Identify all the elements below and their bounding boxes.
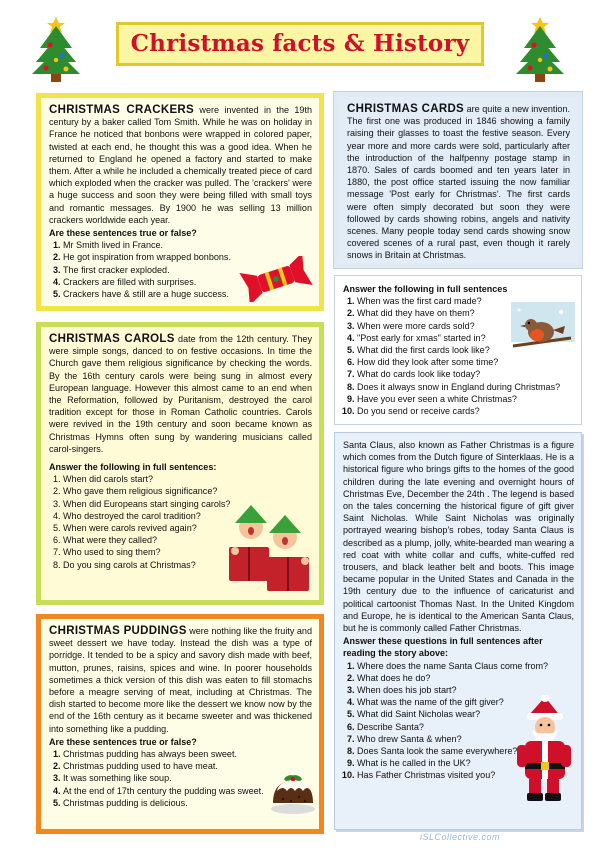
- cards-heading: CHRISTMAS CARDS: [347, 103, 465, 115]
- footer-watermark: iSLCollective.com: [420, 832, 501, 842]
- christmas-tree-left-icon: [28, 14, 84, 84]
- list-item: 4. Who destroyed the carol tradition?: [63, 510, 312, 522]
- list-item: 3. When did Europeans start singing carols?: [63, 498, 312, 510]
- list-item: 5. Christmas pudding is delicious.: [63, 797, 312, 809]
- crackers-text: were invented in the 19th century by a baker called Tom Smith. While he was on holiday in France he noticed that bonbons were wrapped in colored paper, twisted at each end, he thought this was a good idea. When he returned to England he opened a factory and started to make them. After a while he included a chemically treated piece of card which exploded when the cracker was pulled. The 'crackers' were a huge success and soon they were being filled with small toys and romantic messages. By 1900 he was selling 13 million crackers worldwide each year.: [49, 105, 312, 225]
- santa-claus-image: [515, 695, 573, 805]
- list-item: 9. What is he called in the UK?: [357, 757, 574, 769]
- carols-heading: CHRISTMAS CAROLS: [49, 333, 175, 345]
- santa-panel: [334, 432, 582, 830]
- title-banner: [116, 22, 484, 66]
- carols-panel: [36, 322, 324, 605]
- cards-questions-panel: [334, 275, 582, 425]
- list-item: 1. Mr Smith lived in France.: [63, 239, 312, 251]
- cards-question-title: Answer the following in full sentences: [343, 284, 508, 294]
- crackers-heading: CHRISTMAS CRACKERS: [49, 104, 195, 116]
- carols-question-title: Answer the following in full sentences:: [49, 462, 217, 473]
- list-item: 8. Do you sing carols at Christmas?: [63, 559, 312, 571]
- puddings-heading: CHRISTMAS PUDDINGS: [49, 625, 187, 637]
- list-item: 7. Who used to sing them?: [63, 546, 312, 558]
- list-item: 4. Crackers are filled with surprises.: [63, 276, 312, 288]
- list-item: 2. Christmas pudding used to have meat.: [63, 760, 312, 772]
- list-item: 7. Who drew Santa & when?: [357, 733, 574, 745]
- santa-question-title: Answer these questions in full sentences after reading the story above:: [343, 636, 543, 659]
- cards-paragraph: [347, 103, 570, 262]
- carols-text: date from the 12th century. They were simple songs, danced to on festive occasions. In time the Church gave them religious significance by checking the words. By the 16th century carols were being sung in almost every European language. However this almost came to an end when the Reformation, followed by Puritanism, destroyed the carol tradition except for those in Roman Catholic countries. Carols were revived in the 19th century and soon became known as Christmas Hymns often sung by wandering musicians called carol-singers.: [49, 334, 312, 454]
- list-item: 4. At the end of 17th century the pudding was sweet.: [63, 785, 312, 797]
- cracker-image: [237, 256, 315, 302]
- list-item: 6. What were they called?: [63, 534, 312, 546]
- list-item: 5. When were carols revived again?: [63, 522, 312, 534]
- puddings-paragraph: [49, 625, 312, 735]
- list-item: 6. Describe Santa?: [357, 721, 574, 733]
- list-item: 7. What do cards look like today?: [357, 368, 574, 380]
- crackers-paragraph: [49, 104, 312, 226]
- robin-card-image: [511, 302, 575, 364]
- list-item: 5. What did Saint Nicholas wear?: [357, 708, 574, 720]
- list-item: 10. Has Father Christmas visited you?: [357, 769, 574, 781]
- carol-singers-image: [221, 505, 315, 595]
- list-item: 3. The first cracker exploded.: [63, 264, 312, 276]
- crackers-question-title: Are these sentences true or false?: [49, 228, 197, 239]
- puddings-panel: [36, 614, 324, 834]
- santa-text: Santa Claus, also known as Father Christmas is a figure which comes from the Dutch figure of Sinterklaas. He is a historical figure who brings gifts to the homes of the good children during the late evening and overnight hours of Christmas Eve, December the 24th . The legend is based on the tales concerning the historical figure of gift giver Saint Nicholas. While Saint Nicholas was originally portrayed wearing bishop's robes, today Santa Claus is described as a plump, jolly, white-bearded man wearing a red coat with white collar and cuffs, white-cuffed red trousers, and black leather belt and boots. This image became popular in the United States and Canada in the 19th century due to the influence of caricaturist and political cartoonist Thomas Nast. In the United Kingdom and Europe, he is identical to the American Santa Claus, but he is commonly called Father Christmas.: [343, 440, 574, 634]
- list-item: 4. What was the name of the gift giver?: [357, 696, 574, 708]
- list-item: 2. What did they have on them?: [357, 307, 574, 319]
- puddings-question-title: Are these sentences true or false?: [49, 736, 197, 747]
- list-item: 8. Does Santa look the same everywhere?: [357, 745, 574, 757]
- crackers-panel: [36, 93, 324, 311]
- list-item: 2. He got inspiration from wrapped bonbons.: [63, 251, 312, 263]
- list-item: 3. When does his job start?: [357, 684, 574, 696]
- list-item: 1. When did carols start?: [63, 473, 312, 485]
- list-item: 3. It was something like soup.: [63, 772, 312, 784]
- christmas-tree-right-icon: [512, 14, 568, 84]
- christmas-pudding-image: [269, 769, 317, 815]
- list-item: 8. Does it always snow in England during Christmas?: [357, 381, 574, 393]
- cards-text: are quite a new invention. The first one was produced in 1846 showing a family raising their glasses to toast the festive season. Every year more and more cards were sold, particularly after the introduction of the halfpenny postage stamp in 1870. Sales of cards boomed and ten years later in 1880, the post office started issuing the now familiar message 'Post early for Christmas'. The first cards were often simply decorated but soon they were followed by cards showing robins, angels and nativity scenes. Many people today send cards showing snow covered scenes of a rural past, even though it rarely snows in Britain at Christmas.: [347, 104, 570, 261]
- list-item: 1. Christmas pudding has always been sweet.: [63, 748, 312, 760]
- list-item: 1. When was the first card made?: [357, 295, 574, 307]
- cards-panel: [334, 92, 582, 268]
- list-item: 2. What does he do?: [357, 672, 574, 684]
- list-item: 4. "Post early for xmas" started in?: [357, 332, 574, 344]
- list-item: 5. Crackers have & still are a huge success.: [63, 288, 312, 300]
- carols-paragraph: [49, 333, 312, 455]
- list-item: 1. Where does the name Santa Claus come from?: [357, 660, 574, 672]
- list-item: 10. Do you send or receive cards?: [357, 405, 574, 417]
- puddings-text: were nothing like the fruity and sweet dessert we have today. Instead the dish was a type of porridge. It tended to be a spicy and savory dish made with beef, mutton, prunes, raisins, spices and wine. In poorer households sometimes a thick version of this dish was eaten to fill stomachs before a meagre serving of meat, including at Christmas. The dish started to become more like the dessert we know now by the end of the 16th century as it became sweeter and was thickened into something like a pudding.: [49, 626, 312, 734]
- page-title: Christmas facts & History: [130, 30, 470, 57]
- list-item: 9. Have you ever seen a white Christmas?: [357, 393, 574, 405]
- list-item: 5. What did the first cards look like?: [357, 344, 574, 356]
- list-item: 6. How did they look after some time?: [357, 356, 574, 368]
- list-item: 2. Who gave them religious significance?: [63, 485, 312, 497]
- list-item: 3. When were more cards sold?: [357, 320, 574, 332]
